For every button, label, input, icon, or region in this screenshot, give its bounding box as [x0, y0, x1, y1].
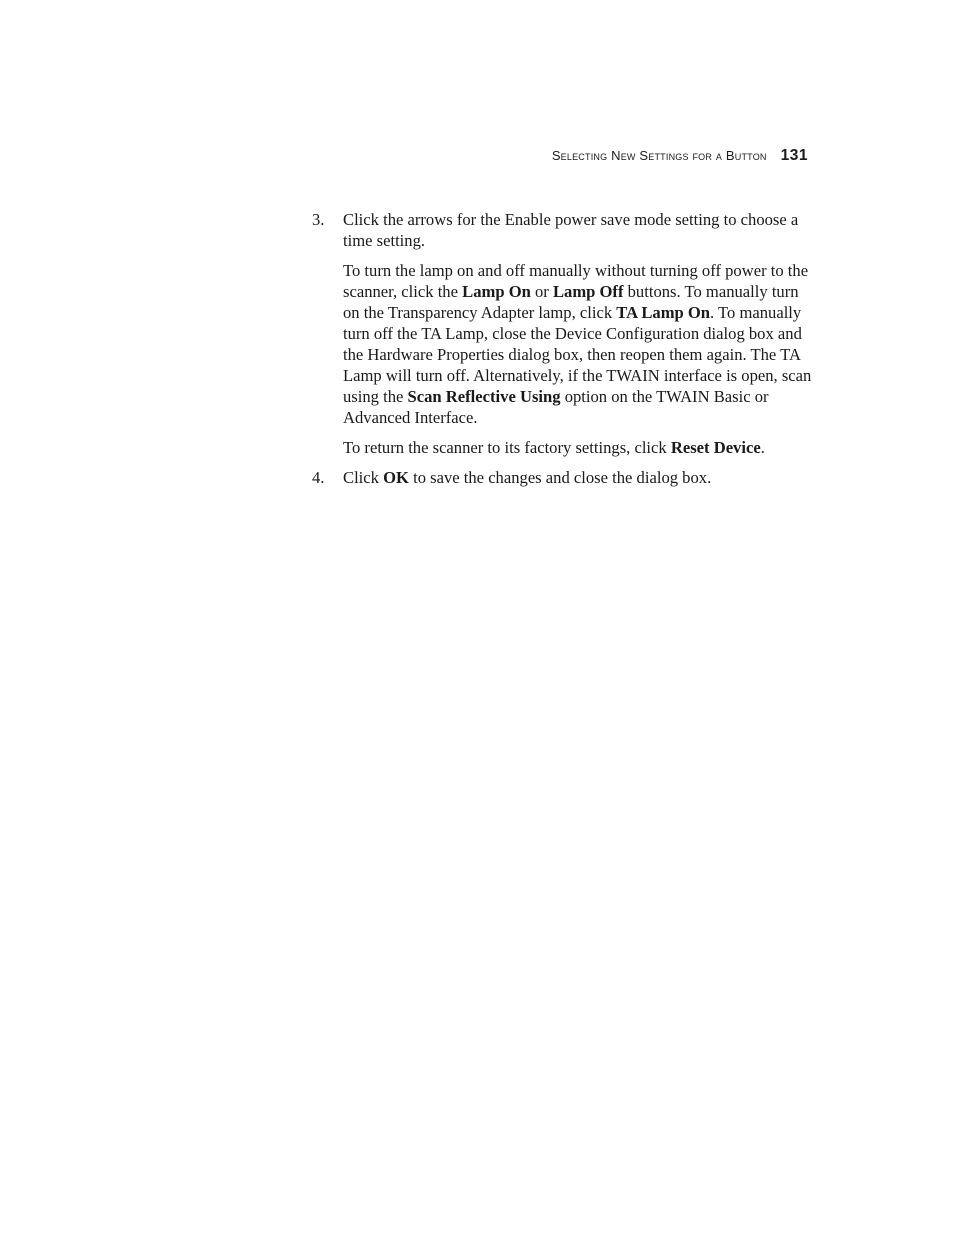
document-body — [312, 209, 812, 488]
step-3 — [312, 209, 812, 458]
text-run: to save the changes and close the dialog box. — [408, 468, 712, 487]
text-run: or — [530, 282, 553, 301]
ok-term: OK — [383, 468, 409, 487]
lamp-control-paragraph — [343, 260, 812, 428]
text-run: buttons. To manually turn on the Transparency Adapter lamp, click — [343, 282, 799, 322]
lamp-on-term: Lamp On — [462, 282, 531, 301]
text-run: Click — [343, 468, 384, 487]
scan-reflective-using-term: Scan Reflective Using — [407, 387, 561, 406]
lamp-off-term: Lamp Off — [552, 282, 624, 301]
reset-device-term: Reset Device — [670, 438, 761, 457]
text-run: To return the scanner to its factory settings, click — [343, 438, 671, 457]
ta-lamp-on-term: TA Lamp On — [616, 303, 711, 322]
text-run: option on the TWAIN Basic or Advanced Interface. — [343, 387, 769, 427]
running-header-title: Selecting New Settings for a Button — [551, 148, 767, 163]
step-number: 3. — [312, 210, 325, 229]
step-3-instruction: Click the arrows for the Enable power save mode setting to choose a time setting. — [343, 210, 799, 250]
step-4 — [312, 467, 812, 488]
text-run: . — [760, 438, 765, 457]
page-number: 131 — [780, 147, 808, 164]
text-run: To turn the lamp on and off manually without turning off power to the scanner, click the — [343, 261, 809, 301]
step-number: 4. — [312, 468, 325, 487]
running-header — [460, 147, 808, 165]
reset-paragraph — [343, 437, 812, 458]
step-4-instruction — [343, 467, 812, 488]
text-run: . To manually turn off the TA Lamp, close the Device Configuration dialog box and the Hardware Properties dialog box, then reopen them again. The TA Lamp will turn off. Alternatively, if the TWAIN interface is open, scan using the — [343, 303, 812, 406]
